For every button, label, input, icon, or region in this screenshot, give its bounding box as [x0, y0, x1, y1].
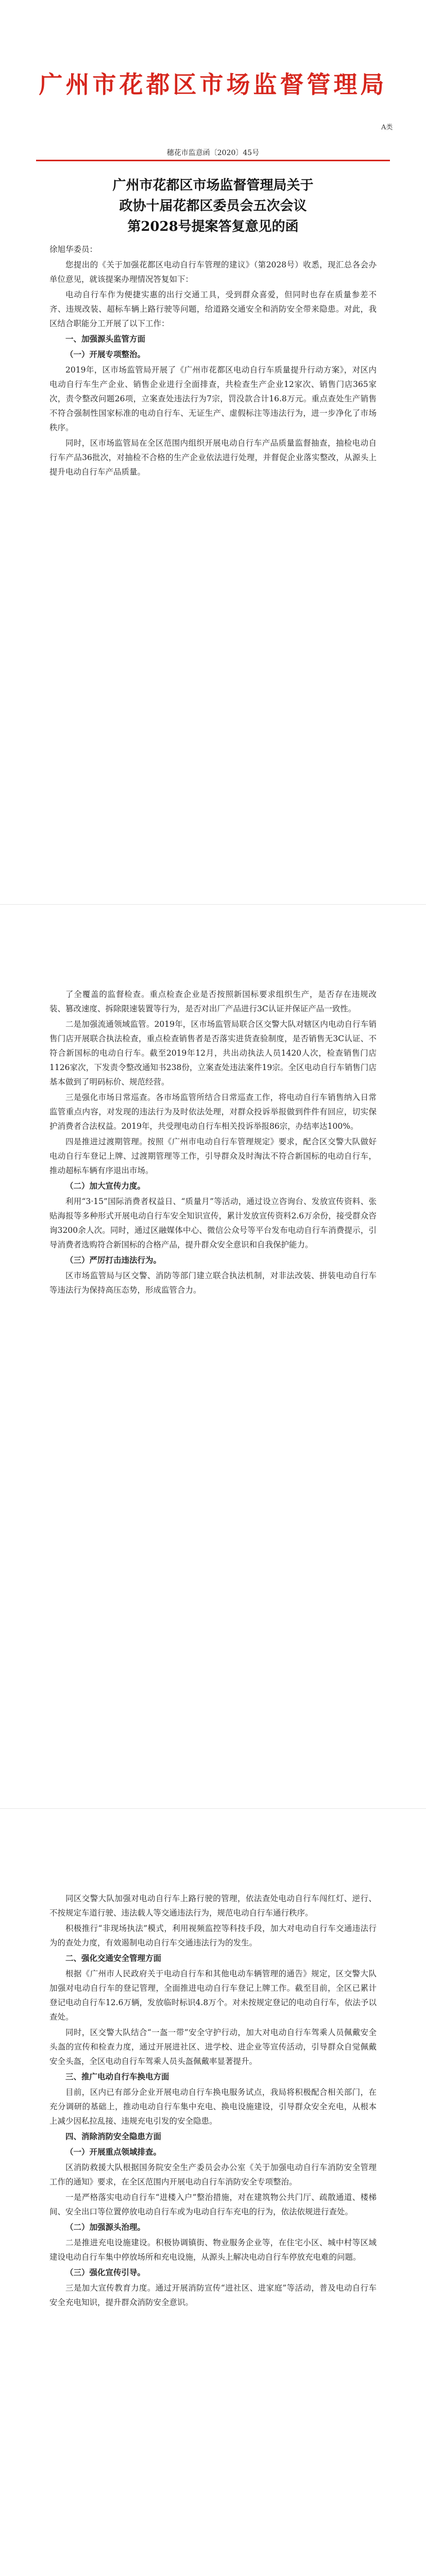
page-2	[0, 904, 426, 1809]
paragraph: 您提出的《关于加强花都区电动自行车管理的建议》（第2028号）收悉，现汇总各会办单位意见，就该提案办理情况答复如下：	[49, 260, 377, 284]
doc-number: 穗花市监意函〔2020〕45号	[166, 149, 260, 157]
title-line: 第2028号提案答复意见的函	[127, 219, 299, 234]
paragraph: 二是推进充电设施建设。积极协调镇街、物业服务企业等，在住宅小区、城中村等区域建设电动自行车集中停放场所和充电设施，从源头上解决电动自行车停放充电难的问题。	[49, 2238, 377, 2262]
doc-category: A类	[381, 124, 393, 131]
page-3	[0, 1808, 426, 2576]
paragraph: 区市场监管局与区交警、消防等部门建立联合执法机制，对非法改装、拼装电动自行车等违法行为保持高压态势，形成监管合力。	[49, 1271, 377, 1295]
paragraph: 二是加强流通领域监管。2019年，区市场监管局联合区交警大队对辖区内电动自行车销售门店开展联合执法检查，重点检查销售者是否落实进货查验制度，是否销售无3C认证、不符合新国标的电动自行车。截至2019年12月，共出动执法人员1420人次，检查销售门店1126家次，下发责令整改通知书238份，立案查处违法案件19宗。全区电动自行车销售门店基本做到了明码标价、规范经营。	[49, 1020, 377, 1087]
paragraph: 电动自行车作为便捷实惠的出行交通工具，受到群众喜爱，但同时也存在质量参差不齐、违规改装、超标车辆上路行驶等问题，给道路交通安全和消防安全带来隐患。对此，我区结合职能分工开展了以下工作：	[49, 290, 377, 328]
paragraph: 区消防救援大队根据国务院安全生产委员会办公室《关于加强电动自行车消防安全管理工作的通知》要求，在全区范围内开展电动自行车消防安全专项整治。	[49, 2163, 377, 2187]
paragraph: 同时，区交警大队结合“一盔一带”安全守护行动，加大对电动自行车驾乘人员佩戴安全头盔的宣传和检查力度，通过开展进社区、进学校、进企业等宣传活动，引导群众自觉佩戴安全头盔，全区电动自行车驾乘人员头盔佩戴率显著提升。	[49, 2028, 377, 2066]
paragraph: 了全覆盖的监督检查。重点检查企业是否按照新国标要求组织生产，是否存在违规改装、篡改速度、拆除限速装置等行为，是否对出厂产品进行3C认证并保证产品一致性。	[49, 990, 377, 1013]
body-text	[49, 242, 377, 480]
body-text	[49, 1891, 377, 2311]
paragraph: 三是加大宣传教育力度。通过开展消防宣传“进社区、进家庭”等活动，普及电动自行车安全充电知识，提升群众消防安全意识。	[49, 2283, 377, 2307]
section-heading: 三、推广电动自行车换电方面	[65, 2072, 169, 2081]
page-1	[0, 0, 426, 904]
subsection-heading: （二）加强源头治理。	[65, 2222, 146, 2232]
section-heading: 二、强化交通安全管理方面	[65, 1954, 162, 1963]
section-heading: 四、消除消防安全隐患方面	[65, 2132, 162, 2141]
salutation: 徐旭华委员：	[49, 245, 98, 254]
title-line: 广州市花都区市场监督管理局关于	[112, 178, 314, 193]
paragraph: 一是严格落实电动自行车“进楼入户”整治措施，对在建筑物公共门厅、疏散通道、楼梯间、安全出口等位置停放电动自行车或为电动自行车充电的行为，依法依规进行查处。	[49, 2193, 377, 2216]
paragraph: 目前，区内已有部分企业开展电动自行车换电服务试点，我局将积极配合相关部门，在充分调研的基础上，推动电动自行车集中充电、换电设施建设，引导群众安全充电，从根本上减少因私拉乱接、违规充电引发的安全隐患。	[49, 2088, 377, 2126]
paragraph: 四是推进过渡期管理。按照《广州市电动自行车管理规定》要求，配合区交警大队做好电动自行车登记上牌、过渡期管理等工作，引导群众及时淘汰不符合新国标的电动自行车，推动超标车辆有序退出市场。	[49, 1137, 377, 1175]
subsection-heading: （二）加大宣传力度。	[65, 1181, 146, 1191]
subsection-heading: （三）强化宣传引导。	[65, 2267, 146, 2277]
paragraph: 三是强化市场日常巡查。各市场监管所结合日常巡查工作，将电动自行车销售纳入日常监管重点内容，对发现的违法行为及时依法处理，对群众投诉举报做到件件有回应，切实保护消费者合法权益。2019年，共受理电动自行车相关投诉举报86宗，办结率达100%。	[49, 1093, 377, 1131]
paragraph: 同时，区市场监管局在全区范围内组织开展电动自行车产品质量监督抽查，抽检电动自行车产品36批次，对抽检不合格的生产企业依法进行处理，并督促企业落实整改，从源头上提升电动自行车产品质量。	[49, 438, 377, 477]
masthead: 广州市花都区市场监督管理局	[39, 71, 387, 98]
document-title	[57, 175, 369, 237]
red-divider	[36, 160, 390, 161]
paragraph: 2019年，区市场监管局开展了《广州市花都区电动自行车质量提升行动方案》，对区内电动自行车生产企业、销售企业进行全面排查，共检查生产企业12家次、销售门店365家次，责令整改问题26项，立案查处违法行为7宗，罚没款合计16.8万元。重点查处生产销售不符合强制性国家标准的电动自行车、无证生产、虚假标注等违法行为，进一步净化了市场秩序。	[49, 365, 377, 432]
paragraph: 同区交警大队加强对电动自行车上路行驶的管理，依法查处电动自行车闯红灯、逆行、不按规定车道行驶、违法载人等交通违法行为，规范电动自行车通行秩序。	[49, 1894, 377, 1918]
body-text	[49, 987, 377, 1298]
section-heading: 一、加强源头监管方面	[65, 334, 146, 344]
subsection-heading: （一）开展专项整治。	[65, 349, 146, 359]
paragraph: 利用“3·15”国际消费者权益日、“质量月”等活动，通过设立咨询台、发放宣传资料、张贴海报等多种形式开展电动自行车安全知识宣传，累计发放宣传资料2.6万余份，接受群众咨询3200余人次。同时，通过区融媒体中心、微信公众号等平台发布电动自行车消费提示，引导消费者选购符合新国标的合格产品，提升群众安全意识和自我保护能力。	[49, 1197, 377, 1249]
paragraph: 根据《广州市人民政府关于电动自行车和其他电动车辆管理的通告》规定，区交警大队加强对电动自行车的登记管理，全面推进电动自行车登记上牌工作。截至目前，全区已累计登记电动自行车12.6万辆，发放临时标识4.8万个。对未按规定登记的电动自行车，依法予以查处。	[49, 1969, 377, 2022]
paragraph: 积极推行“非现场执法”模式，利用视频监控等科技手段，加大对电动自行车交通违法行为的查处力度，有效遏制电动自行车交通违法行为的发生。	[49, 1924, 377, 1947]
subsection-heading: （一）开展重点领域排查。	[65, 2147, 162, 2157]
title-line: 政协十届花都区委员会五次会议	[119, 198, 307, 214]
subsection-heading: （三）严厉打击违法行为。	[65, 1255, 162, 1265]
